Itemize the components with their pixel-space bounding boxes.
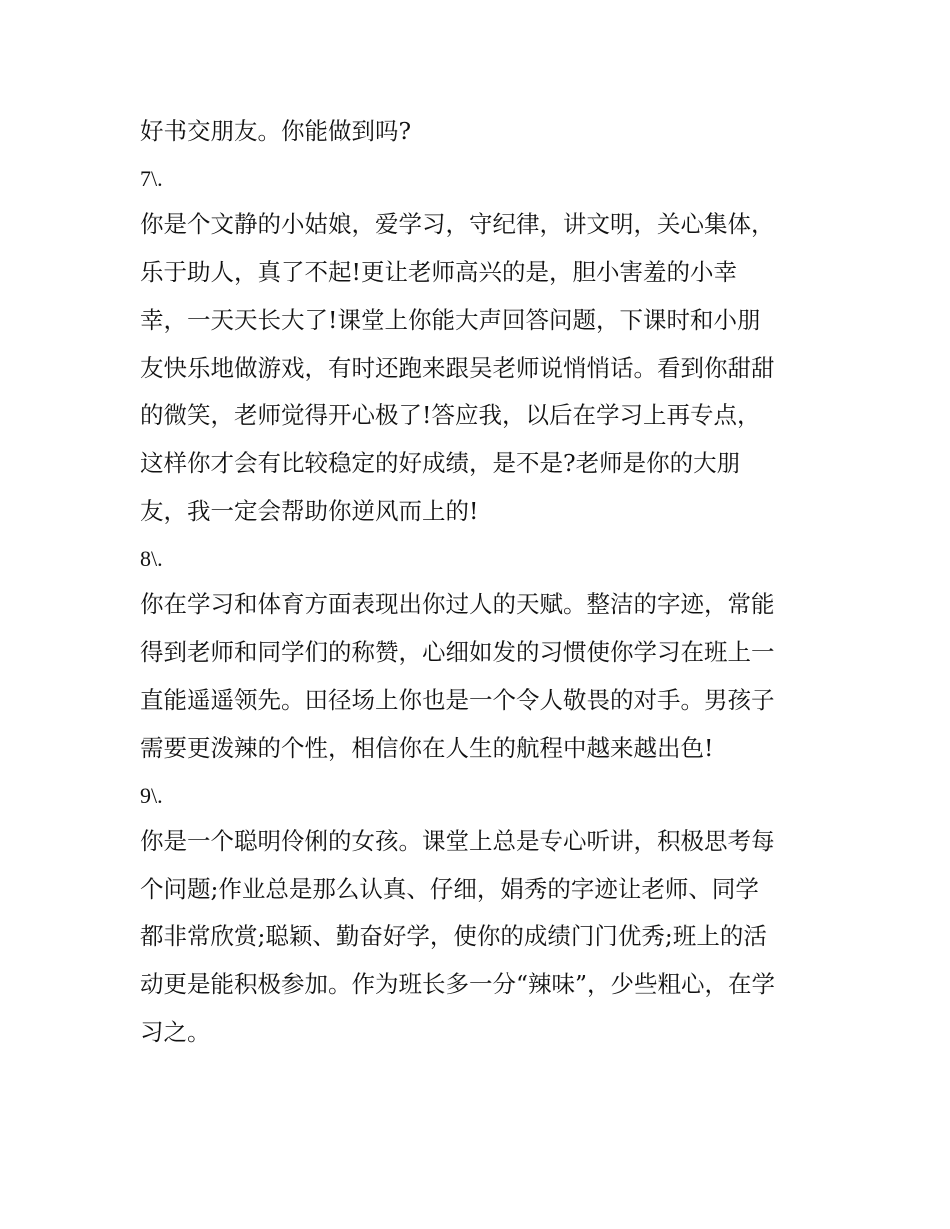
text-line: 乐于助人，真了不起!更让老师高兴的是，胆小害羞的小幸 bbox=[140, 257, 737, 286]
text-line: 你是个文静的小姑娘，爱学习，守纪律，讲文明，关心集体， bbox=[140, 209, 775, 238]
document-body bbox=[140, 108, 830, 1057]
item-number: 7\. bbox=[140, 165, 163, 191]
text-line: 好书交朋友。你能做到吗? bbox=[140, 117, 412, 145]
item-number: 8\. bbox=[140, 546, 163, 572]
text-line: 都非常欣赏;聪颖、勤奋好学，使你的成绩门门优秀;班上的活 bbox=[140, 922, 767, 951]
text-line: 动更是能积极参加。作为班长多一分“辣味”，少些粗心，在学 bbox=[140, 970, 776, 999]
text-line: 直能遥遥领先。田径场上你也是一个令人敬畏的对手。男孩子 bbox=[140, 685, 775, 714]
text-line: 个问题;作业总是那么认真、仔细，娟秀的字迹让老师、同学 bbox=[140, 874, 759, 903]
text-line: 习之。 bbox=[140, 1018, 211, 1047]
text-line: 友，我一定会帮助你逆风而上的! bbox=[140, 497, 479, 526]
item-number: 9\. bbox=[140, 782, 163, 808]
text-line: 幸，一天天长大了!课堂上你能大声回答问题，下课时和小朋 bbox=[140, 305, 761, 334]
text-line: 的微笑，老师觉得开心极了!答应我，以后在学习上再专点， bbox=[140, 401, 761, 430]
text-line: 友快乐地做游戏，有时还跑来跟吴老师说悄悄话。看到你甜甜 bbox=[140, 353, 775, 382]
text-line: 这样你才会有比较稳定的好成绩，是不是?老师是你的大朋 bbox=[140, 449, 741, 478]
text-line: 你是一个聪明伶俐的女孩。课堂上总是专心听讲，积极思考每 bbox=[140, 826, 775, 855]
text-line: 你在学习和体育方面表现出你过人的天赋。整洁的字迹，常能 bbox=[140, 590, 775, 619]
text-line: 需要更泼辣的个性，相信你在人生的航程中越来越出色! bbox=[140, 733, 714, 762]
text-line: 得到老师和同学们的称赞，心细如发的习惯使你学习在班上一 bbox=[140, 638, 775, 667]
